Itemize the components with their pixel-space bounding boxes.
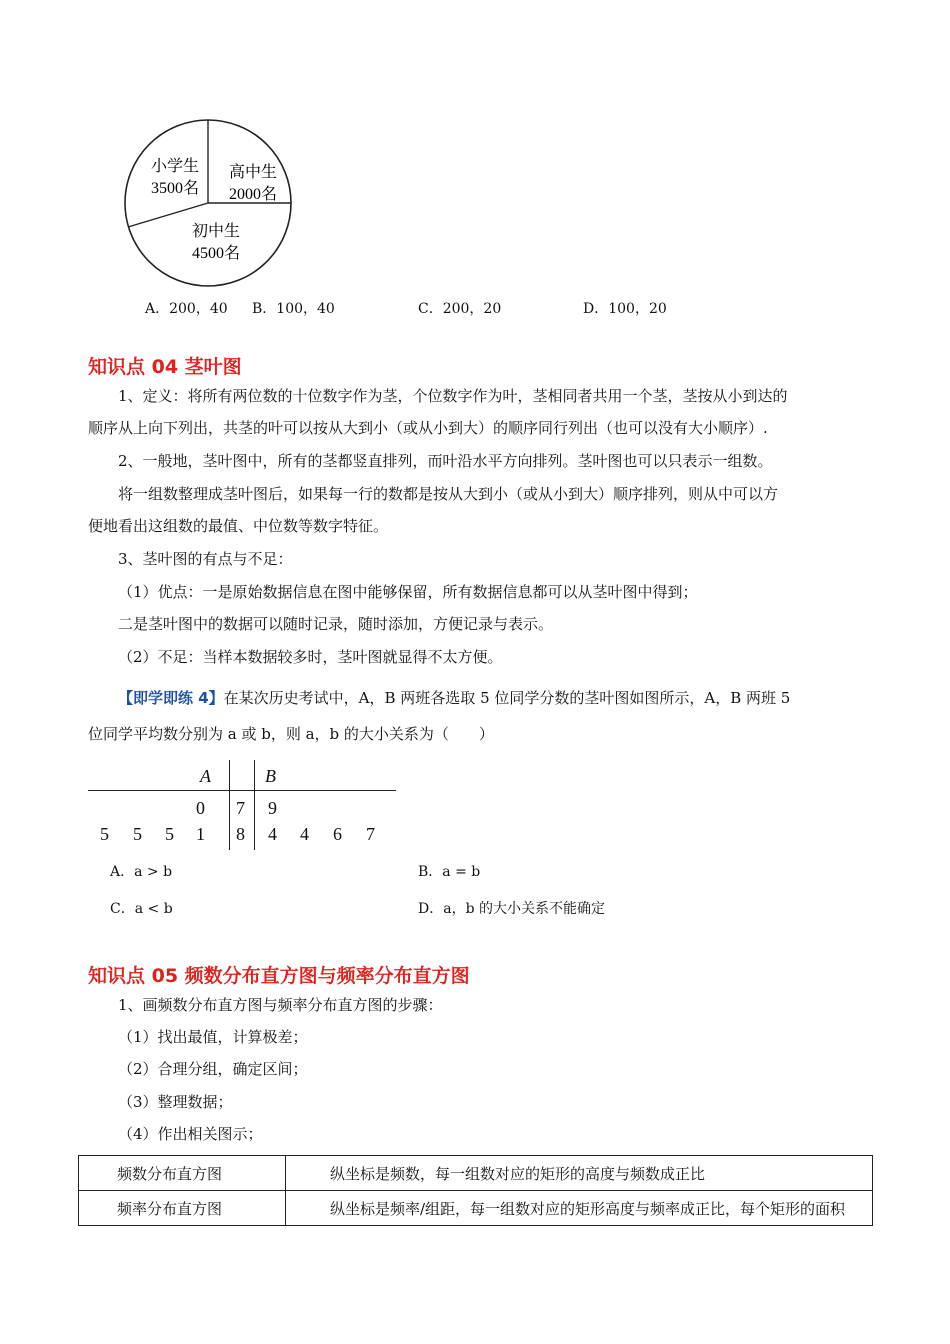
paragraph: （3）整理数据； (118, 1093, 233, 1111)
option-d[interactable]: D．100，20 (583, 301, 667, 317)
pie-label: 小学生 (150, 158, 200, 175)
paragraph: 2、一般地，茎叶图中，所有的茎都竖直排列，而叶沿水平方向排列。茎叶图也可以只表示一组数。 (118, 452, 773, 470)
section-heading: 知识点 04 茎叶图 (88, 356, 242, 378)
section-heading: 知识点 05 频数分布直方图与频率分布直方图 (88, 965, 470, 987)
paragraph: 将一组数整理成茎叶图后，如果每一行的数都是按从大到小（或从小到大）顺序排列，则从中可以方 (118, 485, 779, 503)
leaf-a: 5 (133, 824, 142, 844)
pie-value: 2000名 (228, 186, 278, 203)
paragraph: 顺序从上向下列出，共茎的叶可以按从大到小（或从小到大）的顺序同行列出（也可以没有大小顺序）. (88, 419, 768, 437)
paragraph: （2）合理分组，确定区间； (118, 1060, 308, 1078)
pie-label: 高中生 (228, 164, 278, 181)
leaf-b: 6 (333, 824, 342, 844)
table-cell-desc: 纵坐标是频数，每一组数对应的矩形的高度与频数成正比 (286, 1156, 873, 1191)
stem: 7 (236, 798, 245, 818)
pie-chart (120, 115, 300, 295)
leaf-a: 0 (196, 798, 205, 818)
paragraph: （1）优点：一是原始数据信息在图中能够保留，所有数据信息都可以从茎叶图中得到； (118, 583, 698, 601)
stem-leaf-hline (88, 790, 396, 791)
leaf-b: 4 (300, 824, 309, 844)
paragraph: 3、茎叶图的有点与不足： (118, 550, 293, 568)
paragraph: 二是茎叶图中的数据可以随时记录，随时添加，方便记录与表示。 (118, 615, 554, 633)
paragraph: 便地看出这组数的最值、中位数等数字特征。 (88, 517, 389, 535)
pie-label: 初中生 (191, 223, 241, 240)
stem-leaf-plot (88, 760, 398, 850)
table-cell-desc: 纵坐标是频率/组距，每一组数对应的矩形高度与频率成正比，每个矩形的面积 (286, 1191, 873, 1226)
stem-leaf-header-b: B (265, 766, 276, 786)
paragraph: 1、定义：将所有两位数的十位数字作为茎，个位数字作为叶，茎相同者共用一个茎，茎按从小到达的 (118, 387, 788, 405)
pie-value: 4500名 (191, 245, 241, 262)
table-row (79, 1191, 873, 1226)
option-c[interactable]: C．200，20 (418, 301, 502, 317)
option-c[interactable]: C．a < b (110, 901, 173, 917)
option-a[interactable]: A．a > b (110, 864, 173, 880)
option-d[interactable]: D．a，b 的大小关系不能确定 (418, 901, 605, 917)
stem-leaf-vline (229, 760, 230, 850)
question-text: 在某次历史考试中，A，B 两班各选取 5 位同学分数的茎叶图如图所示，A，B 两班 5 (223, 689, 791, 707)
table-row (79, 1156, 873, 1191)
leaf-a: 1 (196, 824, 205, 844)
table-cell-name: 频数分布直方图 (79, 1156, 286, 1191)
paragraph: （1）找出最值，计算极差； (118, 1028, 308, 1046)
stem-leaf-vline (254, 760, 255, 850)
exercise-question (118, 688, 790, 708)
stem: 8 (236, 824, 245, 844)
comparison-table (78, 1155, 873, 1226)
leaf-b: 4 (268, 824, 277, 844)
leaf-a: 5 (100, 824, 109, 844)
leaf-b: 7 (366, 824, 375, 844)
option-a[interactable]: A．200，40 (145, 301, 228, 317)
option-b[interactable]: B．100，40 (252, 301, 335, 317)
pie-value: 3500名 (150, 180, 200, 197)
paragraph: 1、画频数分布直方图与频率分布直方图的步骤： (118, 996, 443, 1014)
leaf-a: 5 (165, 824, 174, 844)
paragraph: （4）作出相关图示； (118, 1125, 263, 1143)
leaf-b: 9 (268, 798, 277, 818)
paragraph: （2）不足：当样本数据较多时，茎叶图就显得不太方便。 (118, 648, 503, 666)
table-cell-name: 频率分布直方图 (79, 1191, 286, 1226)
option-b[interactable]: B．a = b (418, 864, 481, 880)
stem-leaf-header-a: A (200, 766, 211, 786)
exercise-tag: 【即学即练 4】 (118, 689, 224, 707)
question-text-cont: 位同学平均数分别为 a 或 b，则 a，b 的大小关系为（ ） (88, 725, 494, 743)
